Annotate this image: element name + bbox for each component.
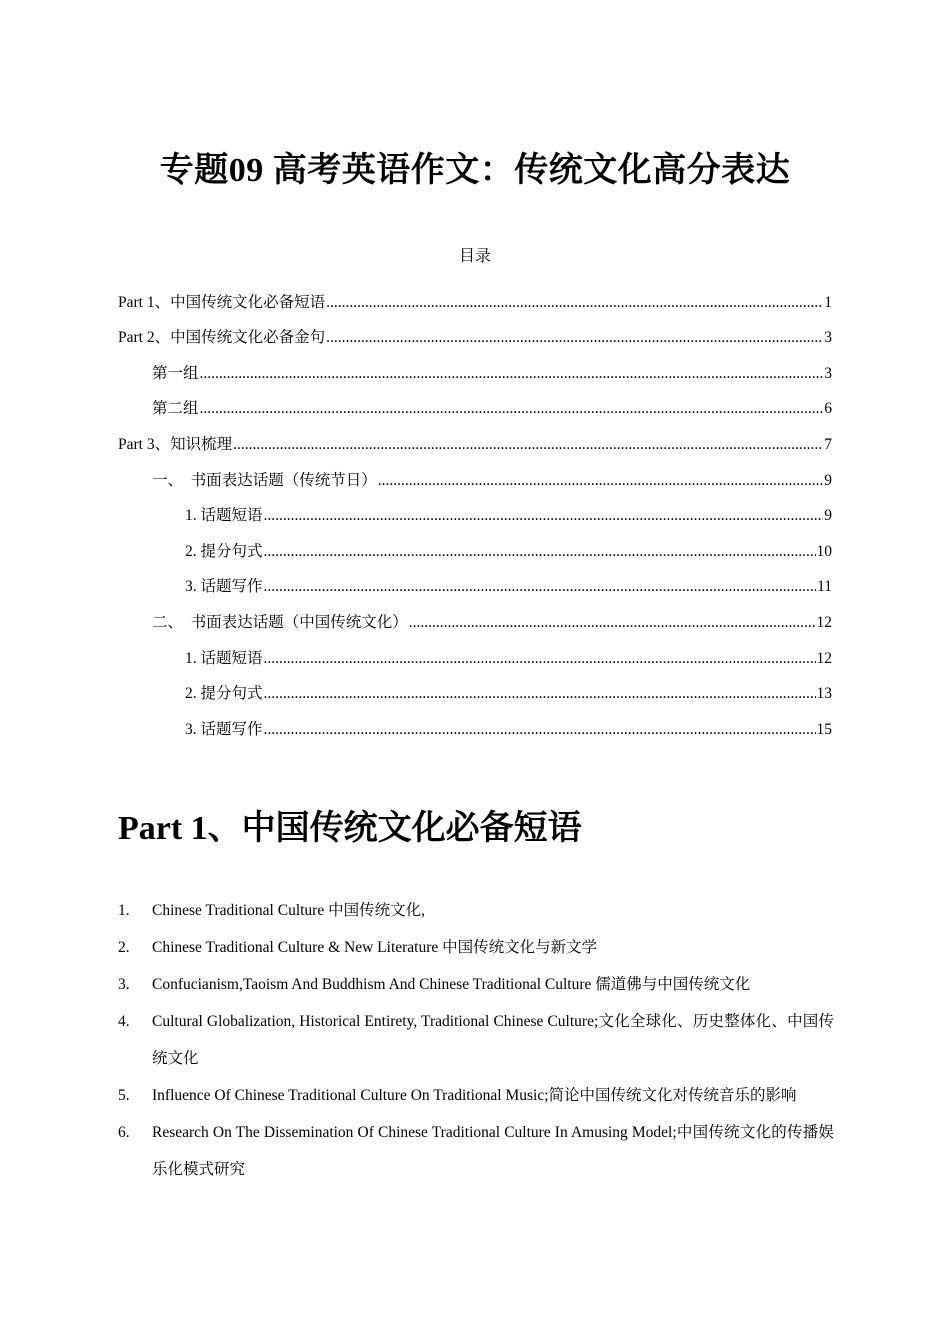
toc-entry-text: Part 1、中国传统文化必备短语: [118, 293, 326, 311]
toc-entry-page: 10: [816, 542, 832, 560]
toc-entry-page: 11: [817, 578, 832, 596]
toc-entry[interactable]: [118, 418, 832, 454]
toc-entry[interactable]: [118, 490, 832, 526]
toc-leader-dots: [233, 436, 823, 454]
toc-heading: 目录: [458, 248, 491, 265]
list-item-number: 4.: [118, 1013, 130, 1030]
toc-entry[interactable]: [118, 703, 832, 739]
toc-entry-text: 3. 话题写作: [185, 578, 263, 596]
toc-entry-page: 12: [816, 649, 832, 667]
toc-entry-page: 12: [816, 613, 832, 631]
toc-entry[interactable]: [118, 632, 832, 668]
toc-entry-page: 15: [816, 720, 832, 738]
toc-entry-page: 3: [824, 364, 832, 382]
list-item: [118, 1077, 834, 1114]
toc-entry-page: 9: [824, 507, 832, 525]
list-item-number: 5.: [118, 1087, 130, 1104]
list-item: [118, 966, 834, 1003]
toc-leader-dots: [200, 400, 824, 418]
toc-entry-page: 3: [824, 329, 832, 347]
list-item-number: 3.: [118, 976, 130, 993]
toc-entry-text: 1. 话题短语: [185, 507, 263, 525]
toc-entry[interactable]: [118, 347, 832, 383]
list-item-text: Research On The Dissemination Of Chinese Traditional Culture In Amusing Model;中国传统文化的传播娱乐化模式研究: [152, 1124, 834, 1178]
toc-leader-dots: [264, 721, 816, 739]
list-item-text: Confucianism,Taoism And Buddhism And Chinese Traditional Culture 儒道佛与中国传统文化: [152, 976, 751, 993]
toc-leader-dots: [264, 543, 816, 561]
toc-entry-text: 2. 提分句式: [185, 685, 263, 703]
toc-entry-page: 13: [816, 685, 832, 703]
list-item: [118, 929, 834, 966]
toc-entry-text: 第一组: [152, 364, 199, 382]
toc-leader-dots: [378, 472, 823, 490]
toc-entry[interactable]: [118, 383, 832, 419]
toc-leader-dots: [326, 294, 823, 312]
list-item: [118, 1003, 834, 1077]
list-item-text: Influence Of Chinese Traditional Culture On Traditional Music;简论中国传统文化对传统音乐的影响: [152, 1087, 797, 1104]
list-item-number: 1.: [118, 902, 130, 919]
toc-entry-text: 1. 话题短语: [185, 649, 263, 667]
toc-leader-dots: [264, 578, 817, 596]
toc-entry-text: 二、 书面表达话题（中国传统文化）: [152, 613, 408, 631]
toc-leader-dots: [264, 507, 824, 525]
toc-entry[interactable]: [118, 312, 832, 348]
toc-entry-text: 3. 话题写作: [185, 720, 263, 738]
toc-leader-dots: [264, 650, 816, 668]
toc-entry-text: Part 3、知识梳理: [118, 435, 233, 453]
toc-leader-dots: [200, 365, 824, 383]
toc-entry-page: 7: [824, 435, 832, 453]
toc-entry-text: 一、 书面表达话题（传统节日）: [152, 471, 377, 489]
section-heading: Part 1、中国传统文化必备短语: [118, 810, 582, 847]
toc-entry[interactable]: [118, 525, 832, 561]
list-item-number: 6.: [118, 1124, 130, 1141]
toc-entry-text: 2. 提分句式: [185, 542, 263, 560]
list-item-number: 2.: [118, 939, 130, 956]
toc-entry[interactable]: [118, 276, 832, 312]
phrase-list: [118, 892, 834, 1188]
toc-entry[interactable]: [118, 668, 832, 704]
toc-entry[interactable]: [118, 454, 832, 490]
list-item: [118, 1114, 834, 1188]
list-item-text: Cultural Globalization, Historical Entirety, Traditional Chinese Culture;文化全球化、历史整体化、中国传统文化: [152, 1013, 834, 1067]
toc-entry-text: Part 2、中国传统文化必备金句: [118, 329, 326, 347]
list-item-text: Chinese Traditional Culture & New Literature 中国传统文化与新文学: [152, 939, 598, 956]
toc-entry-text: 第二组: [152, 400, 199, 418]
table-of-contents: [118, 276, 832, 739]
toc-entry-page: 9: [824, 471, 832, 489]
toc-leader-dots: [326, 329, 823, 347]
toc-leader-dots: [264, 685, 816, 703]
document-title: 专题09 高考英语作文：传统文化高分表达: [159, 152, 791, 189]
toc-entry-page: 1: [824, 293, 832, 311]
toc-entry[interactable]: [118, 561, 832, 597]
toc-entry-page: 6: [824, 400, 832, 418]
toc-leader-dots: [409, 614, 816, 632]
list-item-text: Chinese Traditional Culture 中国传统文化,: [152, 902, 425, 919]
list-item: [118, 892, 834, 929]
toc-entry[interactable]: [118, 596, 832, 632]
